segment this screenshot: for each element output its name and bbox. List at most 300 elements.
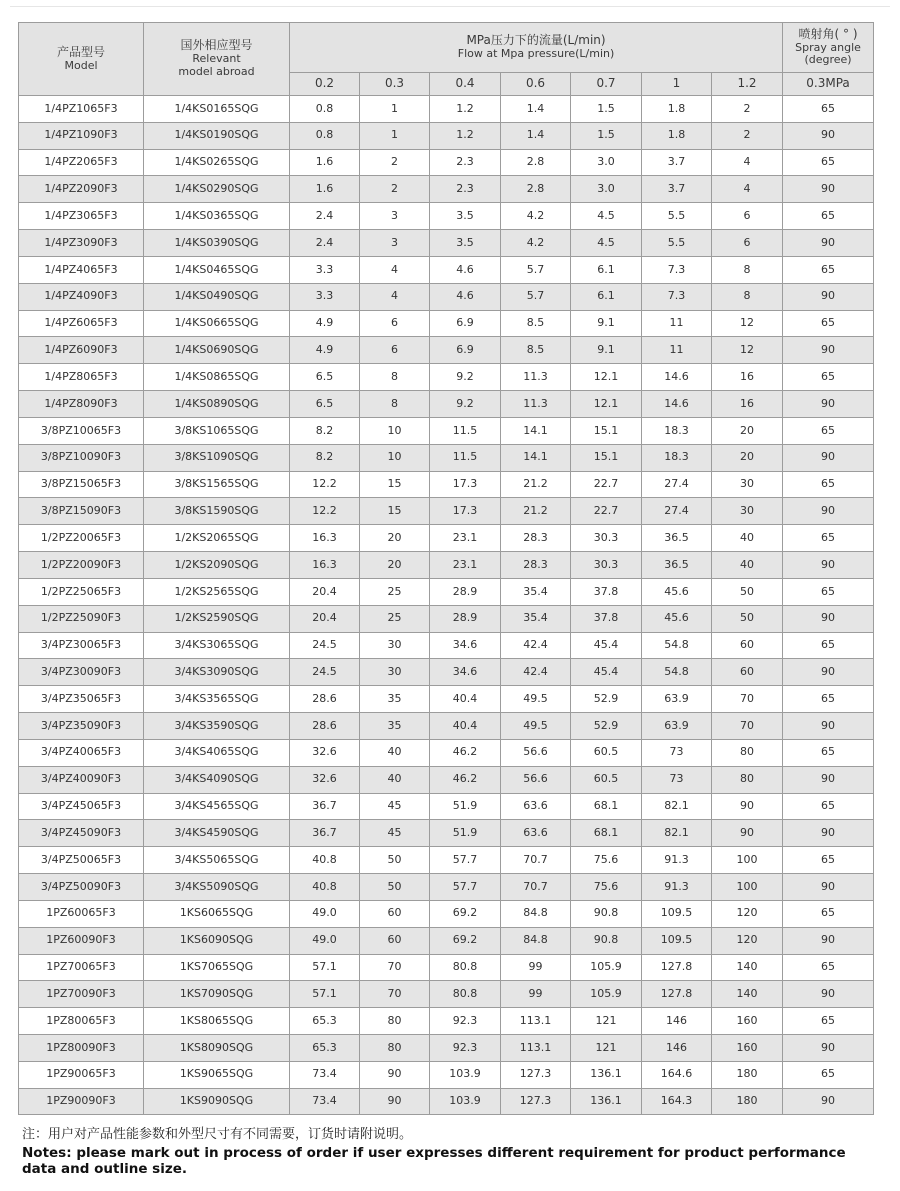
table-cell: 50 bbox=[360, 874, 430, 901]
table-cell: 63.9 bbox=[642, 713, 712, 740]
table-cell: 1/4KS0665SQG bbox=[144, 310, 290, 337]
note-english: Notes: please mark out in process of order if user expresses different requirement for product performance data and outline size. bbox=[22, 1145, 846, 1177]
table-cell: 27.4 bbox=[642, 471, 712, 498]
table-cell: 17.3 bbox=[430, 498, 501, 525]
table-cell: 1/4PZ8090F3 bbox=[19, 391, 144, 418]
table-cell: 90 bbox=[783, 122, 874, 149]
table-cell: 65 bbox=[783, 96, 874, 123]
table-cell: 10 bbox=[360, 417, 430, 444]
table-cell: 5.5 bbox=[642, 230, 712, 257]
table-cell: 180 bbox=[712, 1088, 783, 1115]
header-relevant-en-2: model abroad bbox=[178, 64, 255, 78]
table-cell: 60.5 bbox=[571, 739, 642, 766]
table-cell: 51.9 bbox=[430, 793, 501, 820]
table-cell: 32.6 bbox=[290, 739, 360, 766]
table-cell: 90.8 bbox=[571, 900, 642, 927]
table-cell: 65 bbox=[783, 686, 874, 713]
table-cell: 1PZ60090F3 bbox=[19, 927, 144, 954]
table-cell: 20 bbox=[360, 552, 430, 579]
table-cell: 1.4 bbox=[501, 122, 571, 149]
table-cell: 1/4KS0690SQG bbox=[144, 337, 290, 364]
table-cell: 56.6 bbox=[501, 739, 571, 766]
table-cell: 20.4 bbox=[290, 578, 360, 605]
table-cell: 14.1 bbox=[501, 417, 571, 444]
table-row bbox=[19, 713, 874, 740]
table-cell: 65 bbox=[783, 525, 874, 552]
table-cell: 50 bbox=[360, 847, 430, 874]
table-cell: 14.6 bbox=[642, 391, 712, 418]
table-cell: 37.8 bbox=[571, 578, 642, 605]
table-row bbox=[19, 417, 874, 444]
table-cell: 65 bbox=[783, 203, 874, 230]
table-cell: 15 bbox=[360, 498, 430, 525]
table-cell: 80 bbox=[360, 1034, 430, 1061]
table-cell: 3/4KS5065SQG bbox=[144, 847, 290, 874]
table-cell: 68.1 bbox=[571, 793, 642, 820]
table-cell: 1/2PZ20090F3 bbox=[19, 552, 144, 579]
table-cell: 3/4KS3090SQG bbox=[144, 659, 290, 686]
header-pressure-3: 0.6 bbox=[501, 73, 571, 96]
table-cell: 8 bbox=[360, 364, 430, 391]
table-cell: 3.3 bbox=[290, 283, 360, 310]
table-cell: 30.3 bbox=[571, 525, 642, 552]
table-cell: 90 bbox=[783, 444, 874, 471]
header-pressure-2: 0.4 bbox=[430, 73, 501, 96]
table-cell: 30 bbox=[712, 471, 783, 498]
table-cell: 65 bbox=[783, 900, 874, 927]
table-cell: 90 bbox=[712, 793, 783, 820]
table-cell: 12.1 bbox=[571, 364, 642, 391]
table-cell: 5.5 bbox=[642, 203, 712, 230]
table-cell: 70.7 bbox=[501, 874, 571, 901]
table-cell: 65 bbox=[783, 310, 874, 337]
table-cell: 127.8 bbox=[642, 954, 712, 981]
table-cell: 3/4PZ50065F3 bbox=[19, 847, 144, 874]
table-cell: 90 bbox=[783, 766, 874, 793]
table-cell: 1KS6065SQG bbox=[144, 900, 290, 927]
table-cell: 90 bbox=[783, 981, 874, 1008]
table-cell: 20.4 bbox=[290, 605, 360, 632]
table-cell: 140 bbox=[712, 981, 783, 1008]
table-cell: 1/2PZ25090F3 bbox=[19, 605, 144, 632]
table-cell: 28.3 bbox=[501, 552, 571, 579]
table-cell: 3/8PZ15065F3 bbox=[19, 471, 144, 498]
table-cell: 20 bbox=[712, 417, 783, 444]
table-cell: 90 bbox=[783, 337, 874, 364]
table-cell: 90 bbox=[360, 1088, 430, 1115]
table-cell: 12 bbox=[712, 310, 783, 337]
table-cell: 23.1 bbox=[430, 552, 501, 579]
table-cell: 70 bbox=[360, 981, 430, 1008]
table-cell: 3/8KS1565SQG bbox=[144, 471, 290, 498]
table-cell: 69.2 bbox=[430, 927, 501, 954]
table-cell: 109.5 bbox=[642, 900, 712, 927]
table-cell: 36.7 bbox=[290, 793, 360, 820]
table-cell: 28.9 bbox=[430, 578, 501, 605]
table-cell: 146 bbox=[642, 1008, 712, 1035]
table-cell: 7.3 bbox=[642, 256, 712, 283]
table-cell: 57.1 bbox=[290, 981, 360, 1008]
table-cell: 4.2 bbox=[501, 203, 571, 230]
header-flow-en: Flow at Mpa pressure(L/min) bbox=[457, 47, 615, 61]
header-model bbox=[19, 23, 144, 96]
table-cell: 11 bbox=[642, 337, 712, 364]
table-cell: 3.7 bbox=[642, 149, 712, 176]
table-cell: 22.7 bbox=[571, 498, 642, 525]
table-cell: 91.3 bbox=[642, 874, 712, 901]
table-cell: 1KS8065SQG bbox=[144, 1008, 290, 1035]
table-cell: 63.6 bbox=[501, 793, 571, 820]
table-cell: 8 bbox=[712, 256, 783, 283]
table-cell: 3/4KS4590SQG bbox=[144, 820, 290, 847]
table-cell: 121 bbox=[571, 1008, 642, 1035]
table-cell: 73.4 bbox=[290, 1061, 360, 1088]
table-cell: 12.2 bbox=[290, 471, 360, 498]
table-cell: 28.9 bbox=[430, 605, 501, 632]
table-cell: 46.2 bbox=[430, 739, 501, 766]
table-cell: 4 bbox=[712, 149, 783, 176]
table-row bbox=[19, 1034, 874, 1061]
table-cell: 1/4PZ3065F3 bbox=[19, 203, 144, 230]
table-row bbox=[19, 900, 874, 927]
table-cell: 90 bbox=[783, 713, 874, 740]
table-cell: 9.1 bbox=[571, 337, 642, 364]
table-cell: 80.8 bbox=[430, 954, 501, 981]
table-cell: 25 bbox=[360, 578, 430, 605]
table-cell: 3/8KS1590SQG bbox=[144, 498, 290, 525]
table-cell: 63.6 bbox=[501, 820, 571, 847]
table-cell: 14.6 bbox=[642, 364, 712, 391]
table-cell: 4.6 bbox=[430, 283, 501, 310]
table-row bbox=[19, 578, 874, 605]
table-cell: 90 bbox=[712, 820, 783, 847]
table-cell: 3/4PZ40065F3 bbox=[19, 739, 144, 766]
table-cell: 35 bbox=[360, 686, 430, 713]
table-cell: 65 bbox=[783, 578, 874, 605]
table-cell: 164.6 bbox=[642, 1061, 712, 1088]
table-cell: 21.2 bbox=[501, 498, 571, 525]
table-cell: 40 bbox=[712, 525, 783, 552]
table-cell: 80 bbox=[360, 1008, 430, 1035]
table-cell: 1.5 bbox=[571, 96, 642, 123]
table-cell: 6.1 bbox=[571, 283, 642, 310]
table-row bbox=[19, 552, 874, 579]
table-cell: 11.5 bbox=[430, 417, 501, 444]
table-cell: 45.6 bbox=[642, 605, 712, 632]
table-cell: 40.8 bbox=[290, 874, 360, 901]
table-cell: 90 bbox=[783, 874, 874, 901]
table-row bbox=[19, 739, 874, 766]
table-cell: 65.3 bbox=[290, 1034, 360, 1061]
table-cell: 68.1 bbox=[571, 820, 642, 847]
table-cell: 6.9 bbox=[430, 337, 501, 364]
table-cell: 127.8 bbox=[642, 981, 712, 1008]
header-flow-cn: MPa压力下的流量(L/min) bbox=[466, 33, 606, 48]
table-cell: 70 bbox=[360, 954, 430, 981]
table-cell: 1/4PZ8065F3 bbox=[19, 364, 144, 391]
table-cell: 3/4PZ30065F3 bbox=[19, 632, 144, 659]
table-cell: 2.8 bbox=[501, 149, 571, 176]
table-cell: 3/4PZ35065F3 bbox=[19, 686, 144, 713]
table-cell: 40.8 bbox=[290, 847, 360, 874]
table-cell: 60 bbox=[360, 900, 430, 927]
table-cell: 73.4 bbox=[290, 1088, 360, 1115]
table-cell: 5.7 bbox=[501, 256, 571, 283]
table-cell: 1PZ80090F3 bbox=[19, 1034, 144, 1061]
table-cell: 120 bbox=[712, 900, 783, 927]
table-cell: 65 bbox=[783, 471, 874, 498]
header-relevant-cn: 国外相应型号 bbox=[180, 38, 253, 53]
table-cell: 80 bbox=[712, 739, 783, 766]
table-cell: 6 bbox=[360, 310, 430, 337]
table-cell: 90 bbox=[783, 659, 874, 686]
table-cell: 90 bbox=[783, 230, 874, 257]
header-flow bbox=[290, 23, 783, 73]
table-cell: 8.2 bbox=[290, 444, 360, 471]
table-cell: 1.2 bbox=[430, 122, 501, 149]
table-row bbox=[19, 793, 874, 820]
table-cell: 1PZ70065F3 bbox=[19, 954, 144, 981]
table-cell: 1KS9065SQG bbox=[144, 1061, 290, 1088]
table-cell: 3/4KS3590SQG bbox=[144, 713, 290, 740]
table-cell: 65 bbox=[783, 739, 874, 766]
table-cell: 37.8 bbox=[571, 605, 642, 632]
table-cell: 103.9 bbox=[430, 1088, 501, 1115]
table-cell: 1/4KS0290SQG bbox=[144, 176, 290, 203]
table-cell: 36.5 bbox=[642, 552, 712, 579]
table-cell: 90 bbox=[783, 820, 874, 847]
table-cell: 57.1 bbox=[290, 954, 360, 981]
table-cell: 164.3 bbox=[642, 1088, 712, 1115]
table-cell: 90 bbox=[783, 927, 874, 954]
header-model-en: Model bbox=[64, 58, 98, 72]
table-cell: 1KS8090SQG bbox=[144, 1034, 290, 1061]
table-cell: 3 bbox=[360, 203, 430, 230]
table-row bbox=[19, 337, 874, 364]
table-cell: 65 bbox=[783, 1061, 874, 1088]
table-cell: 6 bbox=[360, 337, 430, 364]
table-row bbox=[19, 310, 874, 337]
table-cell: 1 bbox=[360, 122, 430, 149]
table-cell: 70 bbox=[712, 686, 783, 713]
table-cell: 21.2 bbox=[501, 471, 571, 498]
table-cell: 28.3 bbox=[501, 525, 571, 552]
table-cell: 56.6 bbox=[501, 766, 571, 793]
table-cell: 4 bbox=[360, 256, 430, 283]
table-cell: 49.5 bbox=[501, 686, 571, 713]
table-cell: 90 bbox=[783, 176, 874, 203]
table-cell: 1/2KS2565SQG bbox=[144, 578, 290, 605]
table-cell: 1/4KS0890SQG bbox=[144, 391, 290, 418]
table-cell: 90 bbox=[360, 1061, 430, 1088]
table-cell: 8.5 bbox=[501, 310, 571, 337]
table-row bbox=[19, 203, 874, 230]
table-cell: 40.4 bbox=[430, 686, 501, 713]
header-pressure-1: 0.3 bbox=[360, 73, 430, 96]
table-cell: 113.1 bbox=[501, 1008, 571, 1035]
table-cell: 49.5 bbox=[501, 713, 571, 740]
table-cell: 65 bbox=[783, 632, 874, 659]
table-row bbox=[19, 256, 874, 283]
table-cell: 8 bbox=[712, 283, 783, 310]
table-cell: 1/4PZ1065F3 bbox=[19, 96, 144, 123]
table-cell: 109.5 bbox=[642, 927, 712, 954]
table-cell: 65 bbox=[783, 256, 874, 283]
table-cell: 42.4 bbox=[501, 659, 571, 686]
table-cell: 3 bbox=[360, 230, 430, 257]
table-cell: 2.4 bbox=[290, 203, 360, 230]
table-cell: 3/4KS5090SQG bbox=[144, 874, 290, 901]
table-cell: 18.3 bbox=[642, 444, 712, 471]
table-cell: 12.2 bbox=[290, 498, 360, 525]
table-header bbox=[19, 23, 874, 96]
table-cell: 42.4 bbox=[501, 632, 571, 659]
table-cell: 6 bbox=[712, 203, 783, 230]
nozzle-spec-table bbox=[18, 22, 874, 1115]
table-cell: 52.9 bbox=[571, 713, 642, 740]
header-relevant-model bbox=[144, 23, 290, 96]
table-cell: 75.6 bbox=[571, 874, 642, 901]
table-cell: 73 bbox=[642, 739, 712, 766]
table-cell: 3.0 bbox=[571, 176, 642, 203]
table-cell: 160 bbox=[712, 1008, 783, 1035]
table-cell: 180 bbox=[712, 1061, 783, 1088]
table-cell: 0.8 bbox=[290, 122, 360, 149]
table-cell: 40 bbox=[360, 739, 430, 766]
table-cell: 1/4PZ4065F3 bbox=[19, 256, 144, 283]
table-cell: 1.8 bbox=[642, 96, 712, 123]
table-cell: 16 bbox=[712, 364, 783, 391]
table-cell: 6.9 bbox=[430, 310, 501, 337]
header-pressure-6: 1.2 bbox=[712, 73, 783, 96]
table-cell: 4.5 bbox=[571, 230, 642, 257]
table-row bbox=[19, 391, 874, 418]
table-row bbox=[19, 364, 874, 391]
table-cell: 65 bbox=[783, 954, 874, 981]
table-cell: 1/4KS0365SQG bbox=[144, 203, 290, 230]
table-cell: 65 bbox=[783, 847, 874, 874]
table-cell: 2.3 bbox=[430, 149, 501, 176]
table-cell: 1/4KS0865SQG bbox=[144, 364, 290, 391]
table-cell: 35.4 bbox=[501, 578, 571, 605]
table-row bbox=[19, 96, 874, 123]
table-cell: 14.1 bbox=[501, 444, 571, 471]
table-row bbox=[19, 605, 874, 632]
note-chinese: 注：用户对产品性能参数和外型尺寸有不同需要，订货时请附说明。 bbox=[22, 1127, 413, 1142]
table-cell: 1/4PZ2090F3 bbox=[19, 176, 144, 203]
table-cell: 1PZ80065F3 bbox=[19, 1008, 144, 1035]
header-spray-en-2: (degree) bbox=[804, 53, 852, 67]
table-cell: 3/8PZ10090F3 bbox=[19, 444, 144, 471]
table-cell: 82.1 bbox=[642, 820, 712, 847]
table-cell: 105.9 bbox=[571, 954, 642, 981]
table-cell: 1.5 bbox=[571, 122, 642, 149]
table-cell: 3.3 bbox=[290, 256, 360, 283]
table-cell: 99 bbox=[501, 954, 571, 981]
table-cell: 20 bbox=[360, 525, 430, 552]
table-cell: 2.3 bbox=[430, 176, 501, 203]
table-cell: 25 bbox=[360, 605, 430, 632]
table-cell: 3/8PZ15090F3 bbox=[19, 498, 144, 525]
table-cell: 82.1 bbox=[642, 793, 712, 820]
table-cell: 35.4 bbox=[501, 605, 571, 632]
table-cell: 4 bbox=[360, 283, 430, 310]
table-cell: 2 bbox=[360, 149, 430, 176]
table-cell: 136.1 bbox=[571, 1088, 642, 1115]
table-cell: 1PZ90090F3 bbox=[19, 1088, 144, 1115]
table-cell: 3/4PZ35090F3 bbox=[19, 713, 144, 740]
table-row bbox=[19, 149, 874, 176]
table-cell: 100 bbox=[712, 874, 783, 901]
table-cell: 12 bbox=[712, 337, 783, 364]
table-cell: 140 bbox=[712, 954, 783, 981]
table-cell: 4.9 bbox=[290, 310, 360, 337]
table-cell: 103.9 bbox=[430, 1061, 501, 1088]
table-cell: 1/2KS2590SQG bbox=[144, 605, 290, 632]
table-cell: 6.1 bbox=[571, 256, 642, 283]
table-cell: 113.1 bbox=[501, 1034, 571, 1061]
table-cell: 100 bbox=[712, 847, 783, 874]
table-row bbox=[19, 444, 874, 471]
table-cell: 11.3 bbox=[501, 364, 571, 391]
table-row bbox=[19, 1008, 874, 1035]
table-cell: 16.3 bbox=[290, 525, 360, 552]
table-cell: 70 bbox=[712, 713, 783, 740]
table-cell: 6.5 bbox=[290, 391, 360, 418]
table-body bbox=[19, 96, 874, 1115]
table-cell: 121 bbox=[571, 1034, 642, 1061]
table-cell: 4.2 bbox=[501, 230, 571, 257]
table-cell: 90 bbox=[783, 1088, 874, 1115]
table-cell: 40 bbox=[360, 766, 430, 793]
table-cell: 90 bbox=[783, 552, 874, 579]
table-cell: 70.7 bbox=[501, 847, 571, 874]
table-cell: 28.6 bbox=[290, 686, 360, 713]
table-cell: 18.3 bbox=[642, 417, 712, 444]
table-cell: 3/4KS3565SQG bbox=[144, 686, 290, 713]
header-pressure-4: 0.7 bbox=[571, 73, 642, 96]
table-cell: 3/4KS3065SQG bbox=[144, 632, 290, 659]
table-cell: 3/4KS4090SQG bbox=[144, 766, 290, 793]
table-cell: 1/4PZ6090F3 bbox=[19, 337, 144, 364]
table-cell: 11.3 bbox=[501, 391, 571, 418]
table-cell: 3.5 bbox=[430, 203, 501, 230]
table-cell: 84.8 bbox=[501, 900, 571, 927]
table-cell: 80 bbox=[712, 766, 783, 793]
table-cell: 3/4PZ40090F3 bbox=[19, 766, 144, 793]
table-cell: 30.3 bbox=[571, 552, 642, 579]
header-spray-pressure: 0.3MPa bbox=[783, 73, 874, 96]
table-cell: 15.1 bbox=[571, 444, 642, 471]
table-cell: 99 bbox=[501, 981, 571, 1008]
table-cell: 11 bbox=[642, 310, 712, 337]
table-cell: 127.3 bbox=[501, 1061, 571, 1088]
table-cell: 1KS7065SQG bbox=[144, 954, 290, 981]
table-cell: 3/4KS4565SQG bbox=[144, 793, 290, 820]
table-cell: 1/4PZ6065F3 bbox=[19, 310, 144, 337]
table-cell: 84.8 bbox=[501, 927, 571, 954]
table-row bbox=[19, 471, 874, 498]
table-cell: 1.8 bbox=[642, 122, 712, 149]
table-cell: 22.7 bbox=[571, 471, 642, 498]
table-cell: 7.3 bbox=[642, 283, 712, 310]
table-row bbox=[19, 874, 874, 901]
table-cell: 6 bbox=[712, 230, 783, 257]
header-spray-cn: 喷射角( ° ) bbox=[798, 26, 858, 41]
table-cell: 1/2KS2065SQG bbox=[144, 525, 290, 552]
table-cell: 57.7 bbox=[430, 874, 501, 901]
table-cell: 50 bbox=[712, 578, 783, 605]
